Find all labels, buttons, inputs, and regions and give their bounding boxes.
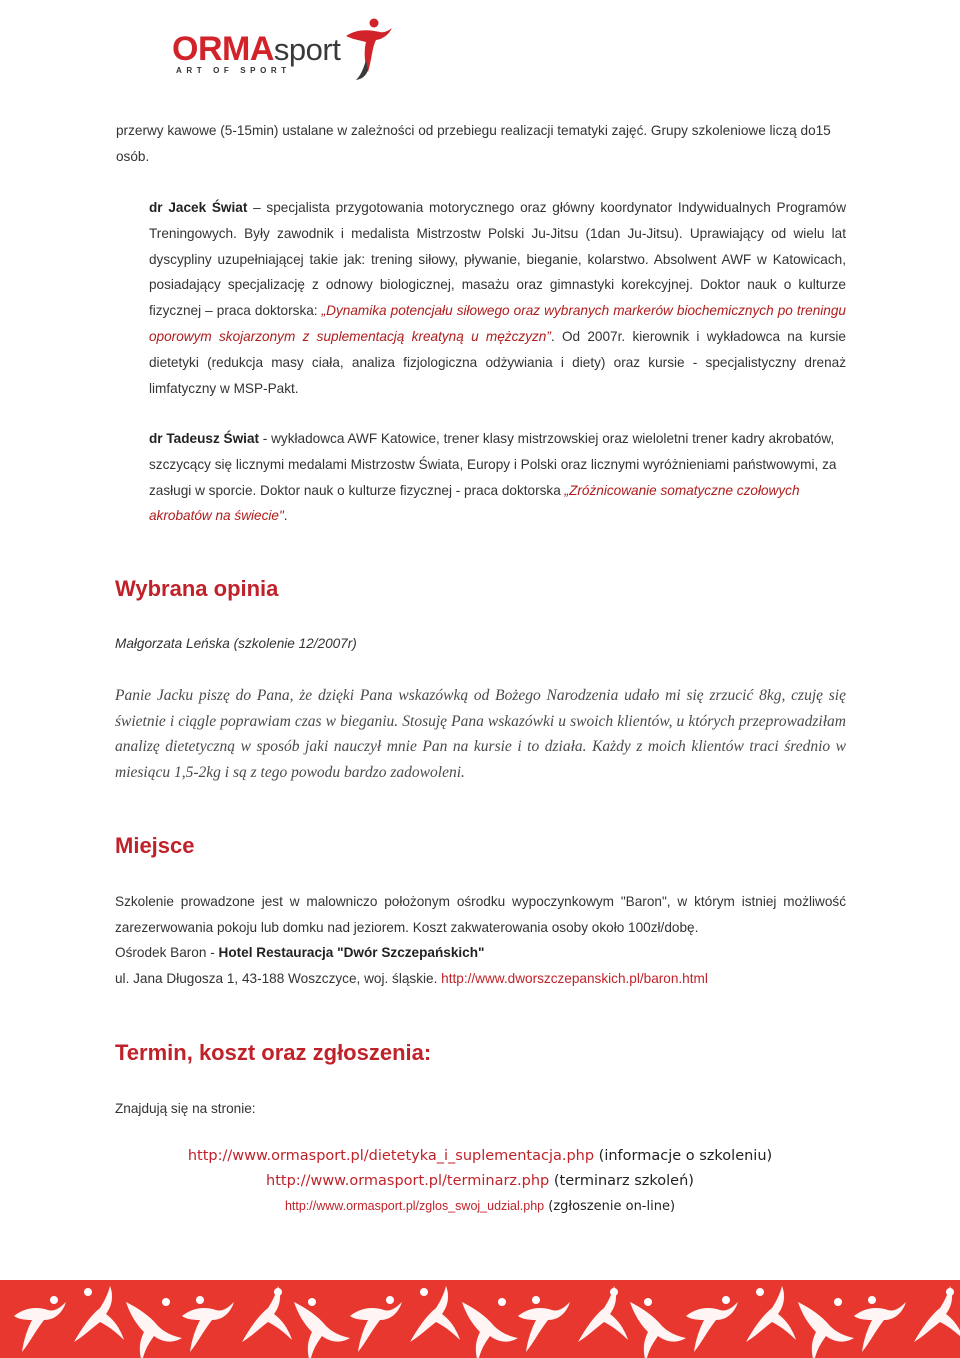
trainer-name: dr Tadeusz Świat (149, 431, 260, 446)
footer-band (0, 1280, 960, 1358)
trainer-tadeusz-bio: dr Tadeusz Świat - wykładowca AWF Katowice, trener klasy mistrzowskiej oraz wieloletni trener kadry akrobatów, szczycący się licznymi medalami Mistrzostw Świata, Europy i Polski oraz licznymi wyróżnieniami państwowymi, za zasługi w sporcie. Doktor nauk o kulturze fizycznej - praca doktorska „Zróżnicowanie somatyczne czołowych akrobatów na świecie". (149, 431, 837, 524)
logo-wordmark: ORMAsport (172, 30, 341, 68)
section-heading-opinion: Wybrana opinia (115, 576, 279, 601)
opinion-author: Małgorzata Leńska (szkolenie 12/2007r) (115, 636, 357, 651)
gymnast-figure-icon (338, 14, 394, 80)
logo-tagline: ART OF SPORT (176, 66, 291, 75)
links-list (0, 1144, 960, 1219)
venue-name: Hotel Restauracja "Dwór Szczepańskich" (218, 945, 485, 960)
gymnast-silhouette-icon (350, 1296, 402, 1352)
gymnast-silhouette-icon (746, 1286, 796, 1342)
trainer-name: dr Jacek Świat (149, 200, 248, 215)
gymnast-silhouette-icon (294, 1298, 350, 1358)
ormasport-logo (168, 14, 398, 78)
gymnast-silhouette-icon (578, 1286, 628, 1342)
info-link[interactable]: http://www.ormasport.pl/dietetyka_i_suplementacja.php (187, 1148, 595, 1164)
section-heading-terms: Termin, koszt oraz zgłoszenia: (115, 1040, 432, 1065)
gymnast-silhouette-icon (798, 1298, 854, 1358)
gymnast-silhouette-icon (182, 1296, 234, 1352)
place-address: ul. Jana Długosza 1, 43-188 Woszczyce, woj. śląskie. http://www.dworszczepanskich.pl/baron.html (115, 971, 708, 986)
gymnast-silhouettes-pattern (0, 1280, 960, 1358)
schedule-link[interactable]: http://www.ormasport.pl/terminarz.php (266, 1173, 550, 1189)
gymnast-silhouette-icon (410, 1286, 460, 1342)
gymnast-silhouette-icon (630, 1298, 686, 1358)
section-heading-place: Miejsce (115, 833, 195, 858)
gymnast-silhouette-icon (14, 1296, 66, 1352)
terms-intro: Znajdują się na stronie: (115, 1101, 256, 1116)
place-venue: Ośrodek Baron - Hotel Restauracja "Dwór Szczepańskich" (115, 945, 485, 960)
signup-link[interactable]: http://www.ormasport.pl/zglos_swoj_udzial.php (284, 1199, 545, 1213)
list-item: http://www.ormasport.pl/dietetyka_i_suplementacja.php (informacje o szkoleniu) (187, 1148, 773, 1164)
place-description: Szkolenie prowadzone jest w malowniczo położonym ośrodku wypoczynkowym "Baron", w którym istniej możliwość zarezerwowania pokoju lub domku nad jeziorem. Koszt zakwaterowania osoby około 100zł/dobę. (115, 894, 846, 935)
thesis-title: „Zróżnicowanie somatyczne czołowych akrobatów na świecie" (149, 482, 800, 524)
gymnast-silhouette-icon (462, 1298, 518, 1358)
gymnast-silhouette-icon (242, 1286, 292, 1342)
list-item: http://www.ormasport.pl/zglos_swoj_udzial.php (zgłoszenie on-line) (284, 1199, 676, 1214)
gymnast-silhouette-icon (74, 1286, 124, 1342)
venue-website-link[interactable]: http://www.dworszczepanskich.pl/baron.html (441, 971, 708, 986)
gymnast-silhouette-icon (518, 1296, 570, 1352)
trainer-jacek-bio: dr Jacek Świat – specjalista przygotowania motorycznego oraz główny koordynator Indywidualnych Programów Treningowych. Były zawodnik i medalista Mistrzostw Polski Ju-Jitsu (1dan Ju-Jitsu). Uprawiający od wielu lat dyscypliny uzupełniającej takie jak: trening siłowy, pływanie, bieganie, kolarstwo. Absolwent AWF w Katowicach, posiadający specjalizację z odnowy biologicznej, masażu oraz gimnastyki korekcyjnej. Doktor nauk o kulturze fizycznej – praca doktorska: „Dynamika potencjału siłowego oraz wybranych markerów biochemicznych po treningu oporowym skojarzonym z suplementacją kreatyną u mężczyzn”. Od 2007r. kierownik i wykładowca na kursie dietetyki (redukcja masy ciała, analiza fizjologiczna odżywiania i diety) oraz kursie - specjalistyczny drenaż limfatyczny w MSP-Pakt. (149, 200, 847, 396)
gymnast-silhouette-icon (126, 1298, 182, 1358)
intro-paragraph: przerwy kawowe (5-15min) ustalane w zależności od przebiegu realizacji tematyki zajęć. Grupy szkoleniowe liczą do15 osób. (116, 123, 831, 164)
list-item: http://www.ormasport.pl/terminarz.php (terminarz szkoleń) (266, 1173, 694, 1189)
thesis-title: „Dynamika potencjału siłowego oraz wybranych markerów biochemicznych po treningu oporowym skojarzonym z suplementacją kreatyną u mężczyzn” (149, 303, 846, 344)
gymnast-silhouette-icon (914, 1286, 960, 1342)
opinion-quote: Panie Jacku piszę do Pana, że dzięki Pana wskazówką od Bożego Narodzenia udało mi się zrzucić 8kg, czuję się świetnie i ciągle poprawiam czas w bieganiu. Stosuję Pana wskazówki u swoich klientów, u których przeprowadziłam analizę dietetyczną w sposób jaki nauczył mnie Pan na kursie i to działa. Każdy z moich klientów traci średnio w miesiącu 1,5-2kg i są z tego powodu bardzo zadowoleni. (115, 687, 846, 781)
gymnast-silhouette-icon (686, 1296, 738, 1352)
gymnast-silhouette-icon (854, 1296, 906, 1352)
